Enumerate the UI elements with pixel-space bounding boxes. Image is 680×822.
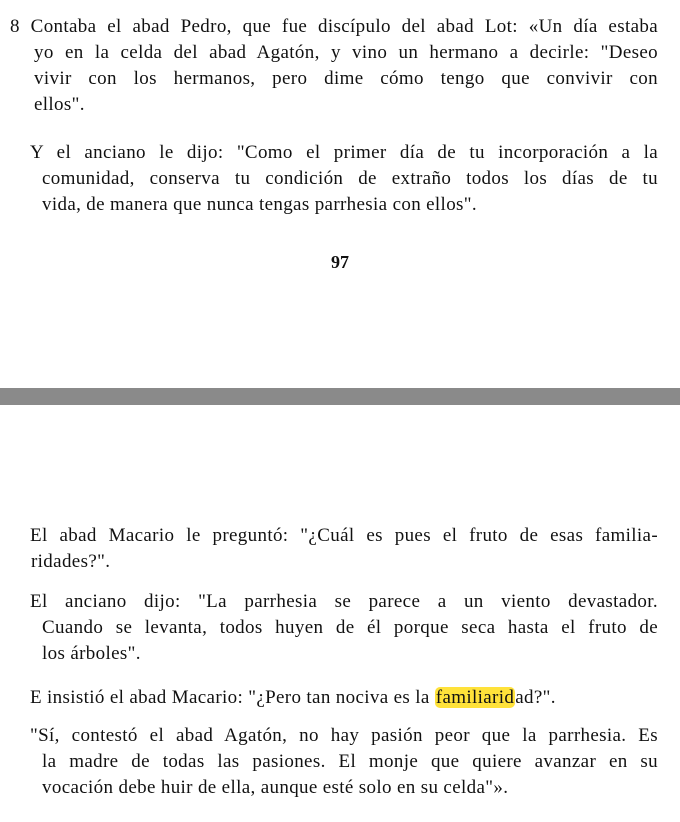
text-line: 8 Contaba el abad Pedro, que fue discípulo del abad Lot: «Un día estaba bbox=[10, 16, 658, 37]
paragraph-8 bbox=[10, 14, 658, 118]
bottom-page bbox=[0, 405, 680, 822]
top-page bbox=[0, 0, 680, 388]
page-number: 97 bbox=[331, 252, 349, 272]
paragraph-anciano bbox=[30, 140, 658, 218]
text-line: El abad Macario le preguntó: "¿Cuál es pues el fruto de esas familia- bbox=[30, 525, 658, 546]
text-line: El anciano dijo: "La parrhesia se parece a un viento devastador. bbox=[30, 591, 658, 612]
text-line bbox=[30, 685, 658, 711]
text-line: vivir con los hermanos, pero dime cómo tengo que convivir con bbox=[34, 68, 658, 89]
paragraph-macario-question bbox=[30, 523, 658, 575]
text-after-highlight: ad?". bbox=[515, 687, 556, 708]
text-before-highlight: E insistió el abad Macario: "¿Pero tan nociva es la bbox=[30, 687, 435, 708]
paragraph-macario-insist bbox=[30, 685, 658, 711]
text-line: vocación debe huir de ella, aunque esté solo en su celda"». bbox=[42, 777, 509, 798]
text-line: Y el anciano le dijo: "Como el primer día de tu incorporación a la bbox=[30, 142, 658, 163]
text-line: ridades?". bbox=[31, 551, 111, 572]
text-line: los árboles". bbox=[42, 643, 141, 664]
page-separator bbox=[0, 388, 680, 405]
text-line: yo en la celda del abad Agatón, y vino un hermano a decirle: "Deseo bbox=[34, 42, 658, 63]
text-line: Cuando se levanta, todos huyen de él porque seca hasta el fruto de bbox=[42, 617, 658, 638]
text-line: comunidad, conserva tu condición de extraño todos los días de tu bbox=[42, 168, 658, 189]
text-line: ellos". bbox=[34, 94, 85, 115]
paragraph-anciano-reply bbox=[30, 589, 658, 667]
text-line: "Sí, contestó el abad Agatón, no hay pasión peor que la parrhesia. Es bbox=[30, 725, 658, 746]
paragraph-agaton-answer bbox=[30, 723, 658, 801]
highlighted-word[interactable]: familiarid bbox=[435, 687, 515, 708]
text-line: la madre de todas las pasiones. El monje que quiere avanzar en su bbox=[42, 751, 658, 772]
text-line: vida, de manera que nunca tengas parrhesia con ellos". bbox=[42, 194, 477, 215]
